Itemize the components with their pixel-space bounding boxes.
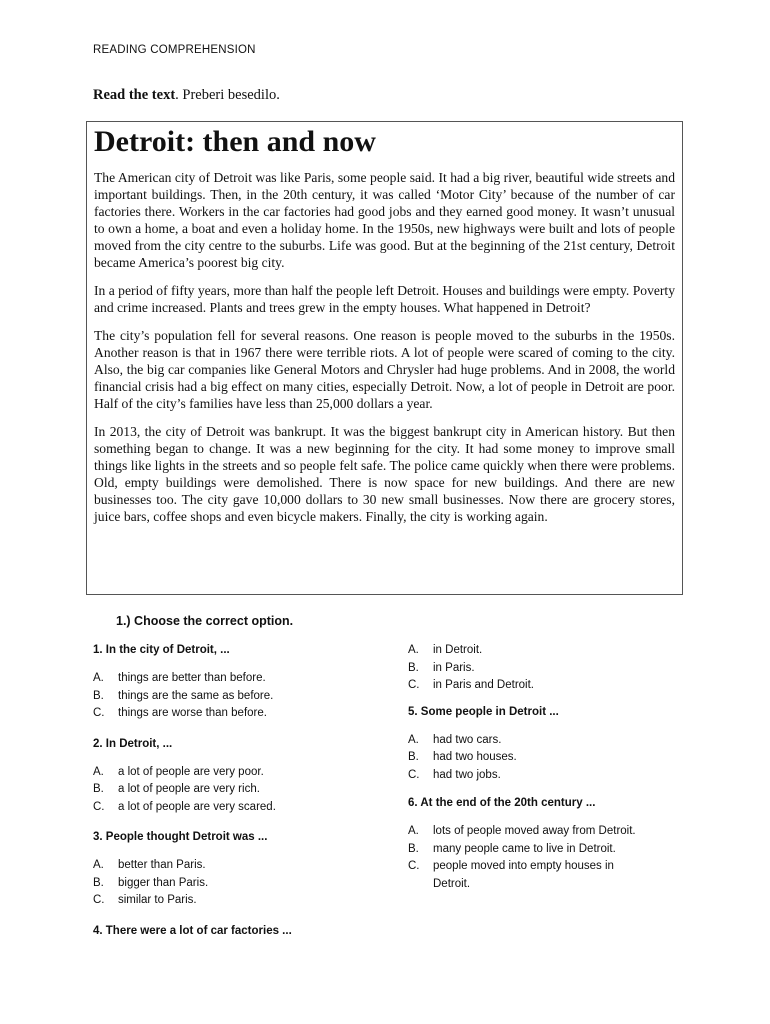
- option-letter: A.: [408, 825, 419, 837]
- paragraph-1: The American city of Detroit was like Paris, some people said. It had a big river, beautiful wide streets and important buildings. Then, in the 20th century, it was called ‘Motor City’ because of the number of car factories there. Workers in the car factories had good jobs and they earned good money. It wasn’t unusual to own a home, a boat and even a holiday home. In the 1950s, new highways were built and lots of people moved from the city centre to the suburbs. Life was good. But at the beginning of the 21st century, Detroit became America’s poorest big city.: [94, 170, 675, 270]
- instruction-rest: . Preberi besedilo.: [175, 87, 280, 103]
- option-letter: B.: [93, 876, 104, 889]
- option-c[interactable]: [93, 799, 393, 817]
- question-text: 5. Some people in Detroit ...: [408, 705, 559, 718]
- option-text: things are the same as before.: [118, 689, 274, 702]
- option-letter: C.: [408, 679, 420, 691]
- option-a[interactable]: [93, 857, 393, 875]
- section-title: 1.) Choose the correct option.: [116, 614, 294, 628]
- question-1: [93, 643, 393, 723]
- question-text: 2. In Detroit, ...: [93, 737, 173, 750]
- option-letter: C.: [408, 768, 420, 781]
- option-b[interactable]: [93, 781, 393, 799]
- questions-right-column: [408, 642, 678, 893]
- option-text: had two houses.: [433, 751, 517, 763]
- option-b[interactable]: [408, 660, 678, 678]
- option-text: things are worse than before.: [118, 707, 267, 719]
- option-a[interactable]: [408, 642, 678, 660]
- question-text: 3. People thought Detroit was ...: [93, 831, 268, 843]
- option-letter: C.: [408, 860, 420, 872]
- option-text: bigger than Paris.: [118, 876, 209, 889]
- question-4-options: [408, 642, 678, 695]
- option-letter: A.: [93, 672, 104, 684]
- paragraph-4: In 2013, the city of Detroit was bankrupt. It was the biggest bankrupt city in American history. But then something began to change. It was a new beginning for the city. It had some money to improve small things like lights in the streets and so people felt safe. The police came quickly when there were problems. Old, empty buildings were demolished. There is now space for new buildings. And there are new businesses too. The city gave 10,000 dollars to 30 new small businesses. Now there are grocery stores, juice bars, coffee shops and even bicycle makers. Finally, the city is working again.: [94, 424, 675, 524]
- option-b[interactable]: [408, 749, 678, 767]
- option-text: many people came to live in Detroit.: [433, 842, 616, 855]
- option-text: similar to Paris.: [118, 894, 197, 906]
- option-b[interactable]: [93, 875, 393, 893]
- option-text: a lot of people are very poor.: [118, 765, 264, 778]
- option-letter: C.: [93, 800, 105, 813]
- option-text: better than Paris.: [118, 859, 206, 871]
- instruction-bold: Read the text: [93, 87, 176, 103]
- option-letter: B.: [408, 842, 419, 855]
- option-text: in Detroit.: [433, 644, 483, 656]
- paragraph-2: In a period of fifty years, more than half the people left Detroit. Houses and buildings were empty. Poverty and crime increased. Plants and trees grew in the empty houses. What happened in Detroit?: [94, 283, 675, 315]
- option-letter: B.: [93, 783, 104, 795]
- page-header: READING COMPREHENSION: [93, 44, 256, 56]
- question-5: [408, 705, 678, 785]
- option-letter: A.: [93, 859, 104, 871]
- option-letter: B.: [408, 661, 419, 674]
- option-text: things are better than before.: [118, 672, 266, 684]
- reading-text-box: [86, 121, 683, 595]
- option-c[interactable]: [408, 677, 678, 695]
- option-text: a lot of people are very scared.: [118, 800, 276, 813]
- option-b[interactable]: [408, 841, 653, 859]
- options-list: [408, 823, 653, 893]
- option-text: a lot of people are very rich.: [118, 783, 260, 795]
- question-text: 1. In the city of Detroit, ...: [93, 644, 230, 656]
- option-letter: C.: [93, 894, 105, 906]
- option-a[interactable]: [93, 670, 393, 688]
- options-list: [93, 857, 393, 910]
- options-list: [93, 670, 393, 723]
- option-a[interactable]: [408, 823, 653, 841]
- option-letter: A.: [408, 644, 419, 656]
- question-2: [93, 737, 393, 817]
- option-b[interactable]: [93, 688, 393, 706]
- option-c[interactable]: [408, 858, 653, 893]
- option-letter: C.: [93, 707, 105, 719]
- question-3: [93, 830, 393, 910]
- option-text: in Paris.: [433, 661, 475, 674]
- option-c[interactable]: [93, 892, 393, 910]
- option-c[interactable]: [93, 705, 393, 723]
- option-letter: A.: [93, 765, 104, 778]
- question-text: 4. There were a lot of car factories ...: [93, 924, 292, 937]
- options-list: [408, 732, 678, 785]
- option-c[interactable]: [408, 767, 678, 785]
- question-4: [93, 924, 393, 939]
- option-text: in Paris and Detroit.: [433, 679, 534, 691]
- option-letter: B.: [93, 689, 104, 702]
- option-text: people moved into empty houses in Detroit.: [433, 860, 614, 890]
- option-text: had two jobs.: [433, 768, 501, 781]
- option-a[interactable]: [93, 764, 393, 782]
- questions-left-column: [93, 643, 393, 939]
- options-list: [93, 764, 393, 817]
- option-letter: B.: [408, 751, 419, 763]
- question-6: [408, 796, 678, 893]
- option-letter: A.: [408, 733, 419, 746]
- option-text: had two cars.: [433, 733, 502, 746]
- question-text: 6. At the end of the 20th century ...: [408, 797, 596, 809]
- instruction: [93, 87, 280, 104]
- option-a[interactable]: [408, 732, 678, 750]
- article-title: Detroit: then and now: [94, 125, 376, 158]
- option-text: lots of people moved away from Detroit.: [433, 825, 636, 837]
- paragraph-3: The city’s population fell for several reasons. One reason is people moved to the suburbs in the 1950s. Another reason is that in 1967 there were terrible riots. A lot of people were scared of coming to the city. Also, the big car companies like General Motors and Chrysler had huge problems. And in 2008, the world financial crisis had a big effect on many cities, especially Detroit. Now, a lot of people in Detroit are poor. Half of the city’s families have less than 25,000 dollars a year.: [94, 328, 675, 411]
